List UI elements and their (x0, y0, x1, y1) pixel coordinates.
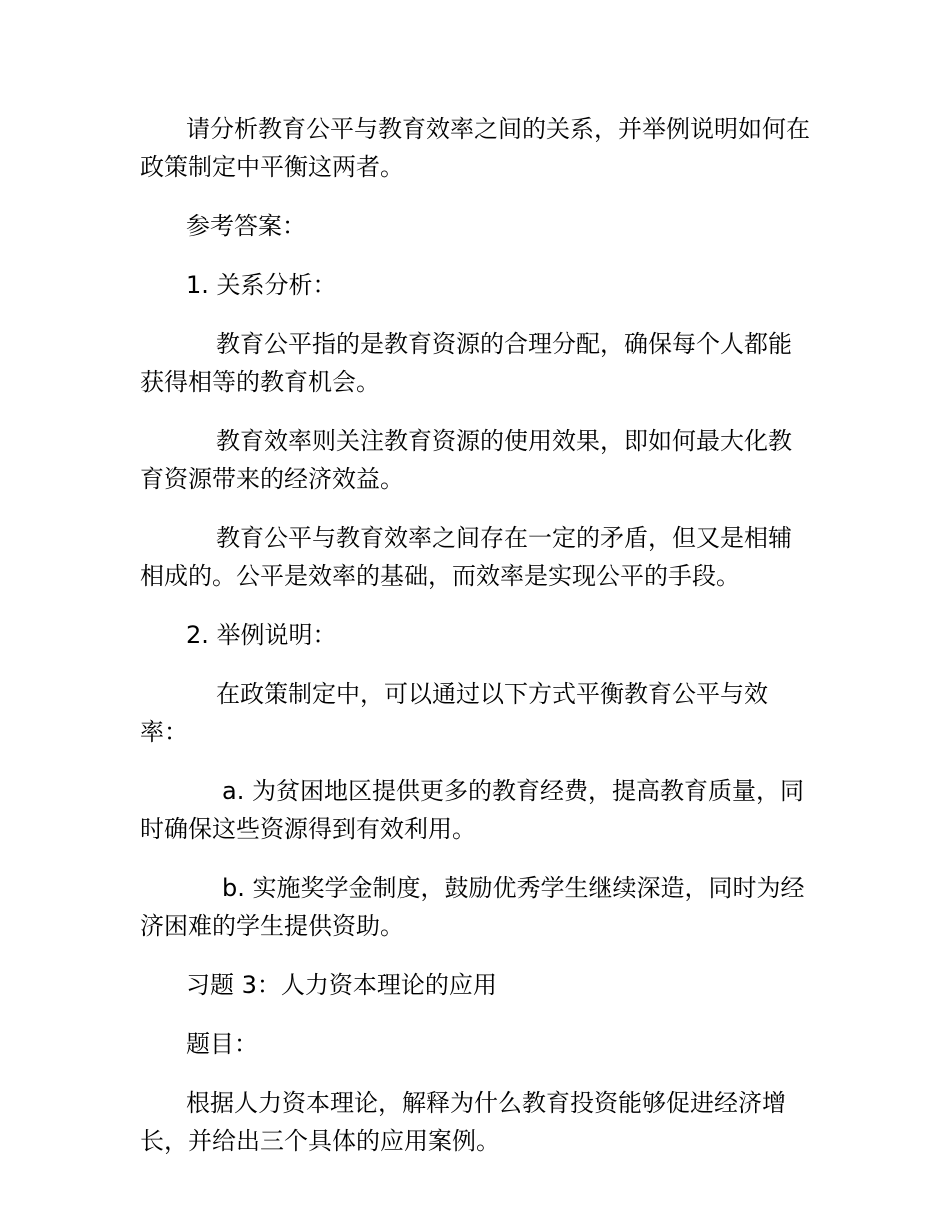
section-heading-examples: 2. 举例说明： (186, 621, 337, 649)
exercise-question: 根据人力资本理论，解释为什么教育投资能够促进经济增长，并给出三个具体的应用案例。 (140, 1089, 786, 1155)
paragraph-policy-intro: 在政策制定中，可以通过以下方式平衡教育公平与效率： (140, 680, 768, 746)
list-item-a: a. 为贫困地区提供更多的教育经费，提高教育质量，同时确保这些资源得到有效利用。 (140, 777, 804, 843)
paragraph-equity-definition: 教育公平指的是教育资源的合理分配，确保每个人都能获得相等的教育机会。 (140, 330, 792, 396)
list-item-b: b. 实施奖学金制度，鼓励优秀学生继续深造，同时为经济困难的学生提供资助。 (140, 874, 805, 940)
question-paragraph: 请分析教育公平与教育效率之间的关系，并举例说明如何在政策制定中平衡这两者。 (140, 115, 810, 181)
question-label: 题目： (186, 1030, 258, 1058)
section-heading-relationship: 1. 关系分析： (186, 271, 337, 299)
paragraph-relationship: 教育公平与教育效率之间存在一定的矛盾，但又是相辅相成的。公平是效率的基础，而效率是实现公平的手段。 (140, 524, 792, 590)
paragraph-efficiency-definition: 教育效率则关注教育资源的使用效果，即如何最大化教育资源带来的经济效益。 (140, 427, 792, 493)
answer-heading: 参考答案： (186, 212, 306, 240)
exercise-heading: 习题 3：人力资本理论的应用 (186, 971, 497, 999)
document-body (140, 110, 810, 1181)
